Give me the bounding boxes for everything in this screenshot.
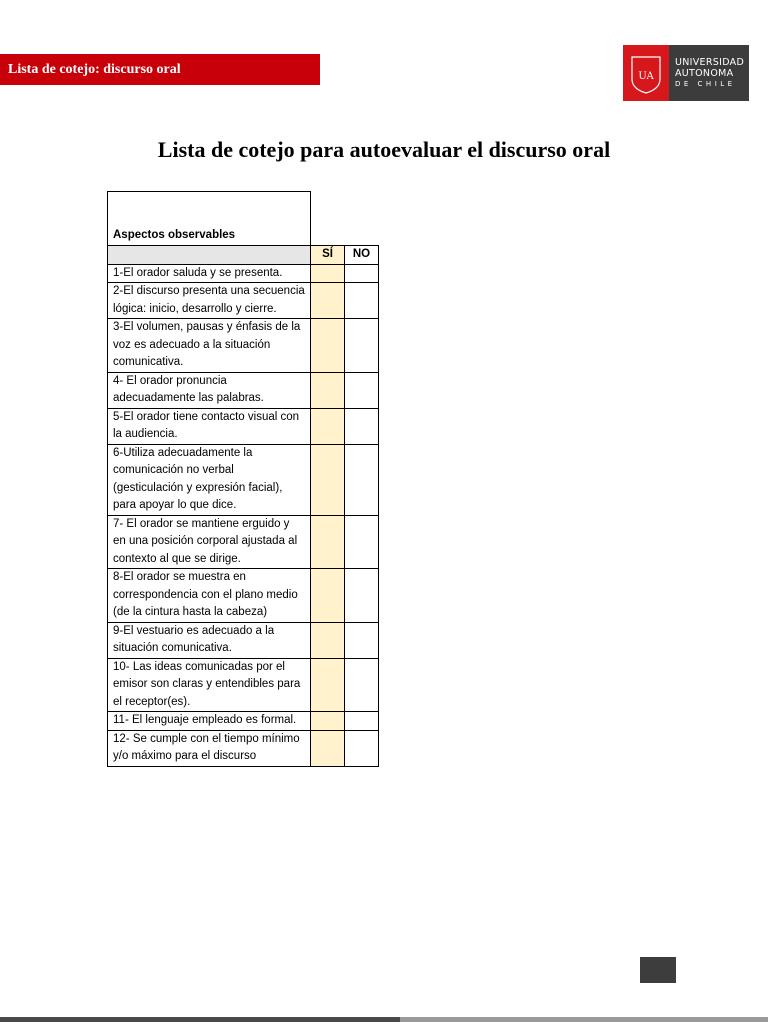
aspect-cell: 10- Las ideas comunicadas por el emisor son claras y entendibles para el receptor(es). bbox=[108, 658, 311, 712]
aspect-cell: 9-El vestuario es adecuado a la situación comunicativa. bbox=[108, 622, 311, 658]
header-aspects: Aspectos observables bbox=[108, 192, 311, 246]
si-checkbox-cell[interactable] bbox=[311, 569, 345, 623]
aspect-cell: 1-El orador saluda y se presenta. bbox=[108, 264, 311, 283]
aspect-cell: 8-El orador se muestra en correspondencia con el plano medio (de la cintura hasta la cabeza) bbox=[108, 569, 311, 623]
logo-line-2: AUTONOMA bbox=[675, 68, 734, 79]
si-checkbox-cell[interactable] bbox=[311, 444, 345, 515]
aspect-cell: 5-El orador tiene contacto visual con la audiencia. bbox=[108, 408, 311, 444]
no-checkbox-cell[interactable] bbox=[345, 730, 379, 766]
table-row bbox=[108, 712, 379, 731]
aspect-cell: 2-El discurso presenta una secuencia lógica: inicio, desarrollo y cierre. bbox=[108, 283, 311, 319]
footer-bar-dark bbox=[0, 1017, 400, 1022]
header-aspects-shade bbox=[108, 246, 311, 265]
aspect-cell: 12- Se cumple con el tiempo mínimo y/o máximo para el discurso bbox=[108, 730, 311, 766]
si-checkbox-cell[interactable] bbox=[311, 622, 345, 658]
page-title: Lista de cotejo para autoevaluar el discurso oral bbox=[157, 137, 611, 162]
no-checkbox-cell[interactable] bbox=[345, 712, 379, 731]
header-no: NO bbox=[345, 246, 379, 265]
aspect-cell: 4- El orador pronuncia adecuadamente las palabras. bbox=[108, 372, 311, 408]
footer-bar-light bbox=[400, 1017, 768, 1022]
no-checkbox-cell[interactable] bbox=[345, 569, 379, 623]
logo-line-3: DE CHILE bbox=[675, 80, 736, 88]
table-row bbox=[108, 408, 379, 444]
page-marker bbox=[640, 957, 676, 983]
no-checkbox-cell[interactable] bbox=[345, 658, 379, 712]
checklist-rows bbox=[108, 264, 379, 766]
si-checkbox-cell[interactable] bbox=[311, 283, 345, 319]
no-checkbox-cell[interactable] bbox=[345, 408, 379, 444]
shield-icon bbox=[629, 51, 663, 95]
logo-emblem-text: UA bbox=[638, 71, 654, 82]
table-row bbox=[108, 264, 379, 283]
si-checkbox-cell[interactable] bbox=[311, 730, 345, 766]
aspect-cell: 7- El orador se mantiene erguido y en una posición corporal ajustada al contexto al que se dirige. bbox=[108, 515, 311, 569]
no-checkbox-cell[interactable] bbox=[345, 283, 379, 319]
header-title-band bbox=[0, 54, 320, 85]
logo-wordmark bbox=[669, 45, 749, 101]
header-si: SÍ bbox=[311, 246, 345, 265]
si-checkbox-cell[interactable] bbox=[311, 515, 345, 569]
header-spacer bbox=[311, 192, 379, 246]
no-checkbox-cell[interactable] bbox=[345, 264, 379, 283]
no-checkbox-cell[interactable] bbox=[345, 515, 379, 569]
no-checkbox-cell[interactable] bbox=[345, 372, 379, 408]
table-row bbox=[108, 515, 379, 569]
aspect-cell: 3-El volumen, pausas y énfasis de la voz es adecuado a la situación comunicativa. bbox=[108, 319, 311, 373]
table-row bbox=[108, 730, 379, 766]
no-checkbox-cell[interactable] bbox=[345, 444, 379, 515]
aspect-cell: 6-Utiliza adecuadamente la comunicación no verbal (gesticulación y expresión facial), para apoyar lo que dice. bbox=[108, 444, 311, 515]
si-checkbox-cell[interactable] bbox=[311, 712, 345, 731]
si-checkbox-cell[interactable] bbox=[311, 658, 345, 712]
si-checkbox-cell[interactable] bbox=[311, 408, 345, 444]
checklist-table bbox=[107, 191, 379, 767]
no-checkbox-cell[interactable] bbox=[345, 319, 379, 373]
si-checkbox-cell[interactable] bbox=[311, 319, 345, 373]
si-checkbox-cell[interactable] bbox=[311, 264, 345, 283]
table-row bbox=[108, 319, 379, 373]
aspect-cell: 11- El lenguaje empleado es formal. bbox=[108, 712, 311, 731]
table-row bbox=[108, 622, 379, 658]
logo-line-1: UNIVERSIDAD bbox=[675, 57, 745, 68]
table-row bbox=[108, 372, 379, 408]
no-checkbox-cell[interactable] bbox=[345, 622, 379, 658]
header-title: Lista de cotejo: discurso oral bbox=[8, 62, 181, 77]
table-row bbox=[108, 444, 379, 515]
table-row bbox=[108, 658, 379, 712]
table-row bbox=[108, 569, 379, 623]
si-checkbox-cell[interactable] bbox=[311, 372, 345, 408]
university-logo bbox=[623, 45, 749, 101]
table-row bbox=[108, 283, 379, 319]
logo-emblem bbox=[623, 45, 669, 101]
